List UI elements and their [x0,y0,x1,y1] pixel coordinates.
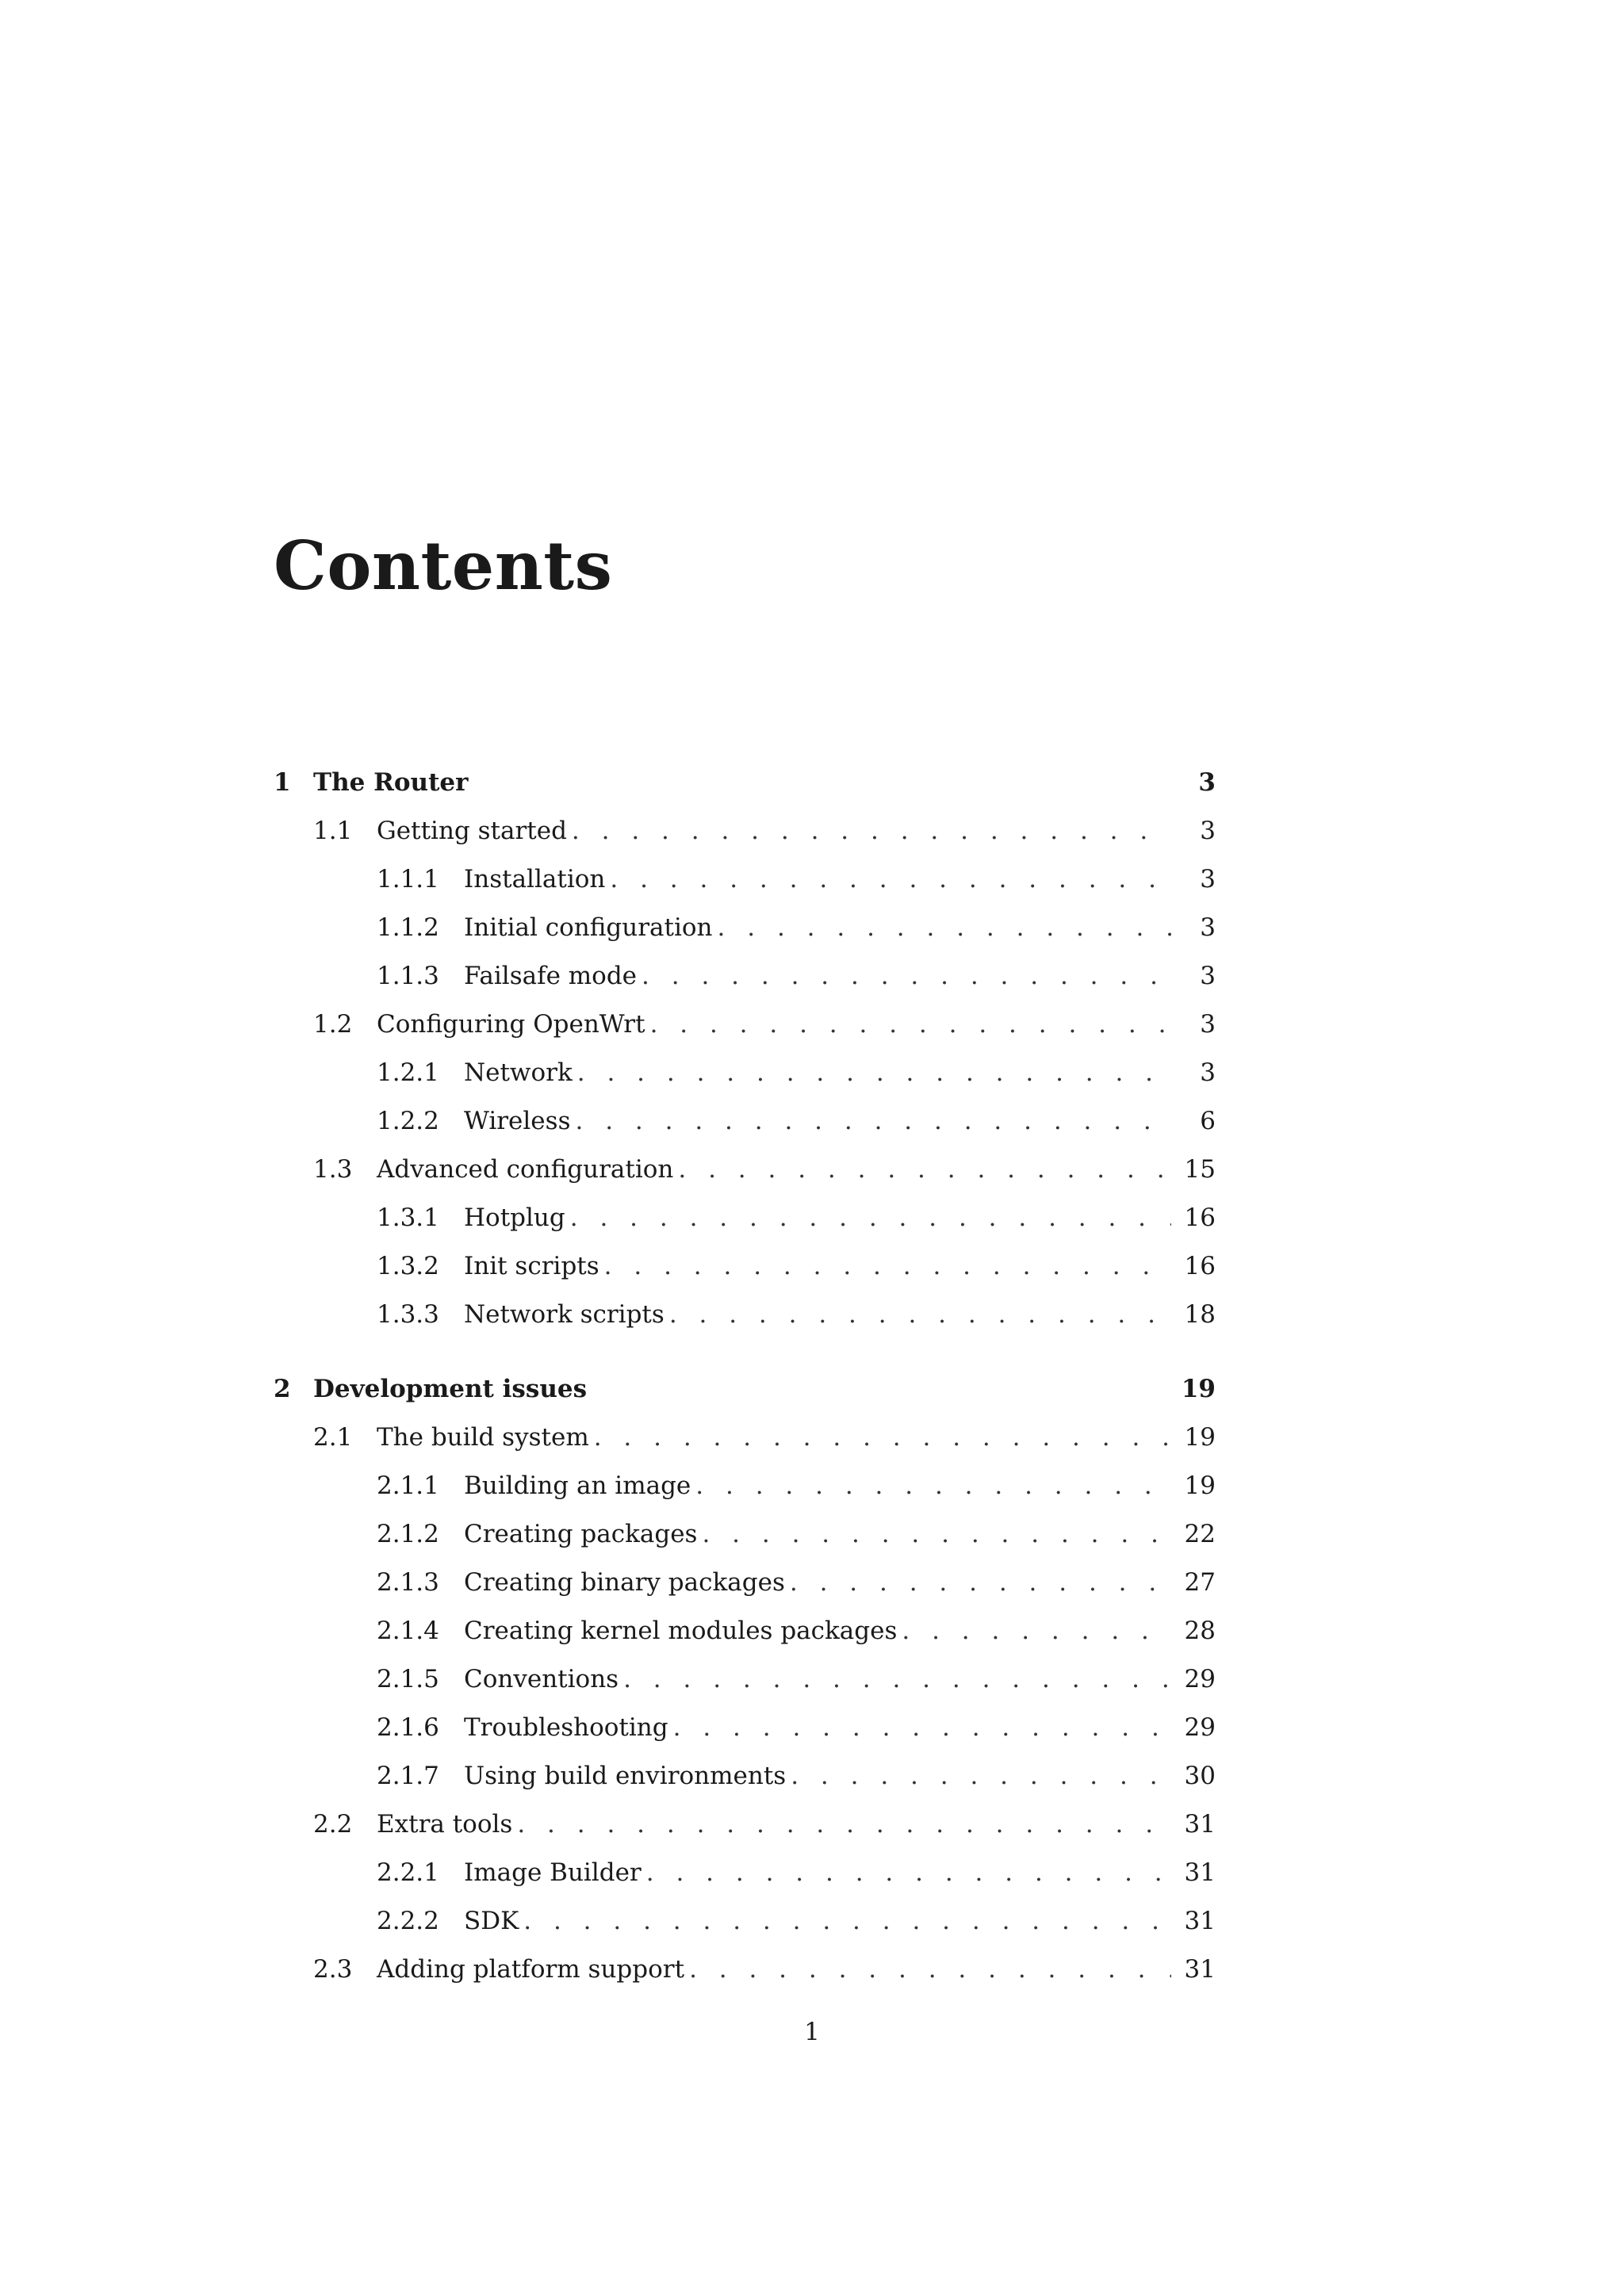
toc-number: 2.1.5 [377,1665,439,1693]
toc-title: Troubleshooting [464,1713,668,1742]
toc-page: 3 [1200,1058,1216,1087]
toc-number: 1.2 [313,1010,353,1039]
toc-leader [718,908,1171,947]
toc-page: 28 [1184,1617,1216,1645]
toc-number: 2.1.7 [377,1762,439,1790]
toc-leader [523,1901,1171,1941]
toc-leader [689,1950,1171,1989]
toc-page: 27 [1184,1568,1216,1597]
toc-chapter-1[interactable] [274,763,1216,802]
toc-section-2-2[interactable] [274,1804,1216,1844]
toc-leader [678,1150,1171,1189]
toc-number: 2.1 [313,1423,353,1452]
toc-number: 2.1.2 [377,1520,439,1548]
toc-leader [790,1563,1171,1602]
toc-number: 1.3.3 [377,1300,439,1329]
toc-number: 2.1.6 [377,1713,439,1742]
toc-title: The Router [313,768,469,797]
toc-title: Init scripts [464,1252,599,1280]
toc-leader [604,1246,1171,1286]
toc-subsection-2-2-2[interactable] [274,1901,1216,1941]
toc-subsection-2-1-5[interactable] [274,1659,1216,1699]
toc-section-2-3[interactable] [274,1950,1216,1989]
toc-title: Network scripts [464,1300,665,1329]
toc-page: 15 [1184,1155,1216,1184]
toc-number: 1.3 [313,1155,353,1184]
toc-title: Configuring OpenWrt [377,1010,645,1039]
toc-leader [642,956,1171,996]
toc-title: Getting started [377,817,567,845]
toc-number: 1.3.2 [377,1252,439,1280]
toc-number: 2.3 [313,1955,353,1984]
toc-title: Hotplug [464,1203,565,1232]
toc-page: 3 [1200,817,1216,845]
toc-page: 29 [1184,1713,1216,1742]
toc-section-2-1[interactable] [274,1418,1216,1457]
toc-leader [517,1804,1171,1844]
toc-number: 2.1.1 [377,1471,439,1500]
toc-page: 31 [1184,1955,1216,1984]
toc-subsection-1-3-2[interactable] [274,1246,1216,1286]
toc-page: 3 [1200,1010,1216,1039]
page-number: 1 [804,2018,820,2046]
toc-chapter-2[interactable] [274,1369,1216,1409]
toc-title: Development issues [313,1375,588,1403]
toc-number: 1.3.1 [377,1203,439,1232]
toc-leader [702,1514,1171,1554]
toc-title: Network [464,1058,573,1087]
toc-page: 19 [1181,1375,1216,1403]
toc-number: 1.1.1 [377,865,439,894]
toc-leader [673,1708,1171,1747]
toc-leader [669,1295,1171,1334]
toc-subsection-1-1-3[interactable] [274,956,1216,996]
toc-number: 1.2.1 [377,1058,439,1087]
toc-title: The build system [377,1423,589,1452]
toc-title: Creating binary packages [464,1568,785,1597]
toc-page: 31 [1184,1858,1216,1887]
toc-title: Using build environments [464,1762,787,1790]
toc-page: 22 [1184,1520,1216,1548]
toc-subsection-1-1-2[interactable] [274,908,1216,947]
toc-title: Installation [464,865,606,894]
toc-title: Initial configuration [464,913,713,942]
toc-leader [577,1053,1171,1093]
toc-subsection-2-1-4[interactable] [274,1611,1216,1651]
toc-leader [646,1853,1171,1892]
toc-subsection-1-2-2[interactable] [274,1101,1216,1141]
toc-page: 29 [1184,1665,1216,1693]
toc-section-1-2[interactable] [274,1004,1216,1044]
toc-page: 30 [1184,1762,1216,1790]
toc-number: 1.1.2 [377,913,439,942]
toc-subsection-2-1-6[interactable] [274,1708,1216,1747]
toc-subsection-1-3-1[interactable] [274,1198,1216,1238]
toc-number: 2.2.2 [377,1907,439,1935]
toc-number: 1.1.3 [377,962,439,990]
toc-number: 2.1.4 [377,1617,439,1645]
toc-leader [594,1418,1171,1457]
toc-leader [572,811,1171,851]
page-title: Contents [274,526,613,605]
toc-page: 3 [1200,865,1216,894]
toc-leader [650,1004,1171,1044]
toc-page: 19 [1184,1471,1216,1500]
toc-number: 2.2 [313,1810,353,1839]
toc-title: Image Builder [464,1858,642,1887]
toc-title: Extra tools [377,1810,513,1839]
toc-subsection-1-1-1[interactable] [274,859,1216,899]
toc-title: Advanced configuration [377,1155,674,1184]
toc-page: 16 [1184,1203,1216,1232]
toc-title: Creating packages [464,1520,698,1548]
toc-title: Adding platform support [377,1955,685,1984]
toc-subsection-2-1-2[interactable] [274,1514,1216,1554]
toc-page: 16 [1184,1252,1216,1280]
toc-title: Failsafe mode [464,962,638,990]
toc-subsection-1-3-3[interactable] [274,1295,1216,1334]
toc-subsection-2-1-3[interactable] [274,1563,1216,1602]
toc-leader [575,1101,1171,1141]
toc-title: Wireless [464,1107,571,1135]
toc-number: 1.1 [313,817,353,845]
toc-title: Creating kernel modules packages [464,1617,898,1645]
toc-page: 18 [1184,1300,1216,1329]
toc-title: Conventions [464,1665,619,1693]
toc-section-1-1[interactable] [274,811,1216,851]
toc-leader [695,1466,1171,1506]
toc-subsection-2-1-7[interactable] [274,1756,1216,1796]
toc-leader [902,1611,1171,1651]
toc-page: 3 [1200,962,1216,990]
toc-page: 19 [1184,1423,1216,1452]
toc-subsection-2-2-1[interactable] [274,1853,1216,1892]
toc-title: SDK [464,1907,519,1935]
toc-leader [610,859,1171,899]
toc-subsection-1-2-1[interactable] [274,1053,1216,1093]
toc-section-1-3[interactable] [274,1150,1216,1189]
toc-title: Building an image [464,1471,691,1500]
toc-subsection-2-1-1[interactable] [274,1466,1216,1506]
toc-number: 1 [274,768,291,797]
toc-page: 31 [1184,1810,1216,1839]
toc-leader [791,1756,1171,1796]
toc-number: 2.1.3 [377,1568,439,1597]
toc-page: 3 [1200,913,1216,942]
toc-number: 2 [274,1375,291,1403]
toc-leader [570,1198,1171,1238]
toc-page: 31 [1184,1907,1216,1935]
toc-leader [623,1659,1171,1699]
toc-number: 1.2.2 [377,1107,439,1135]
toc-page: 3 [1198,768,1216,797]
toc-page: 6 [1200,1107,1216,1135]
toc-number: 2.2.1 [377,1858,439,1887]
